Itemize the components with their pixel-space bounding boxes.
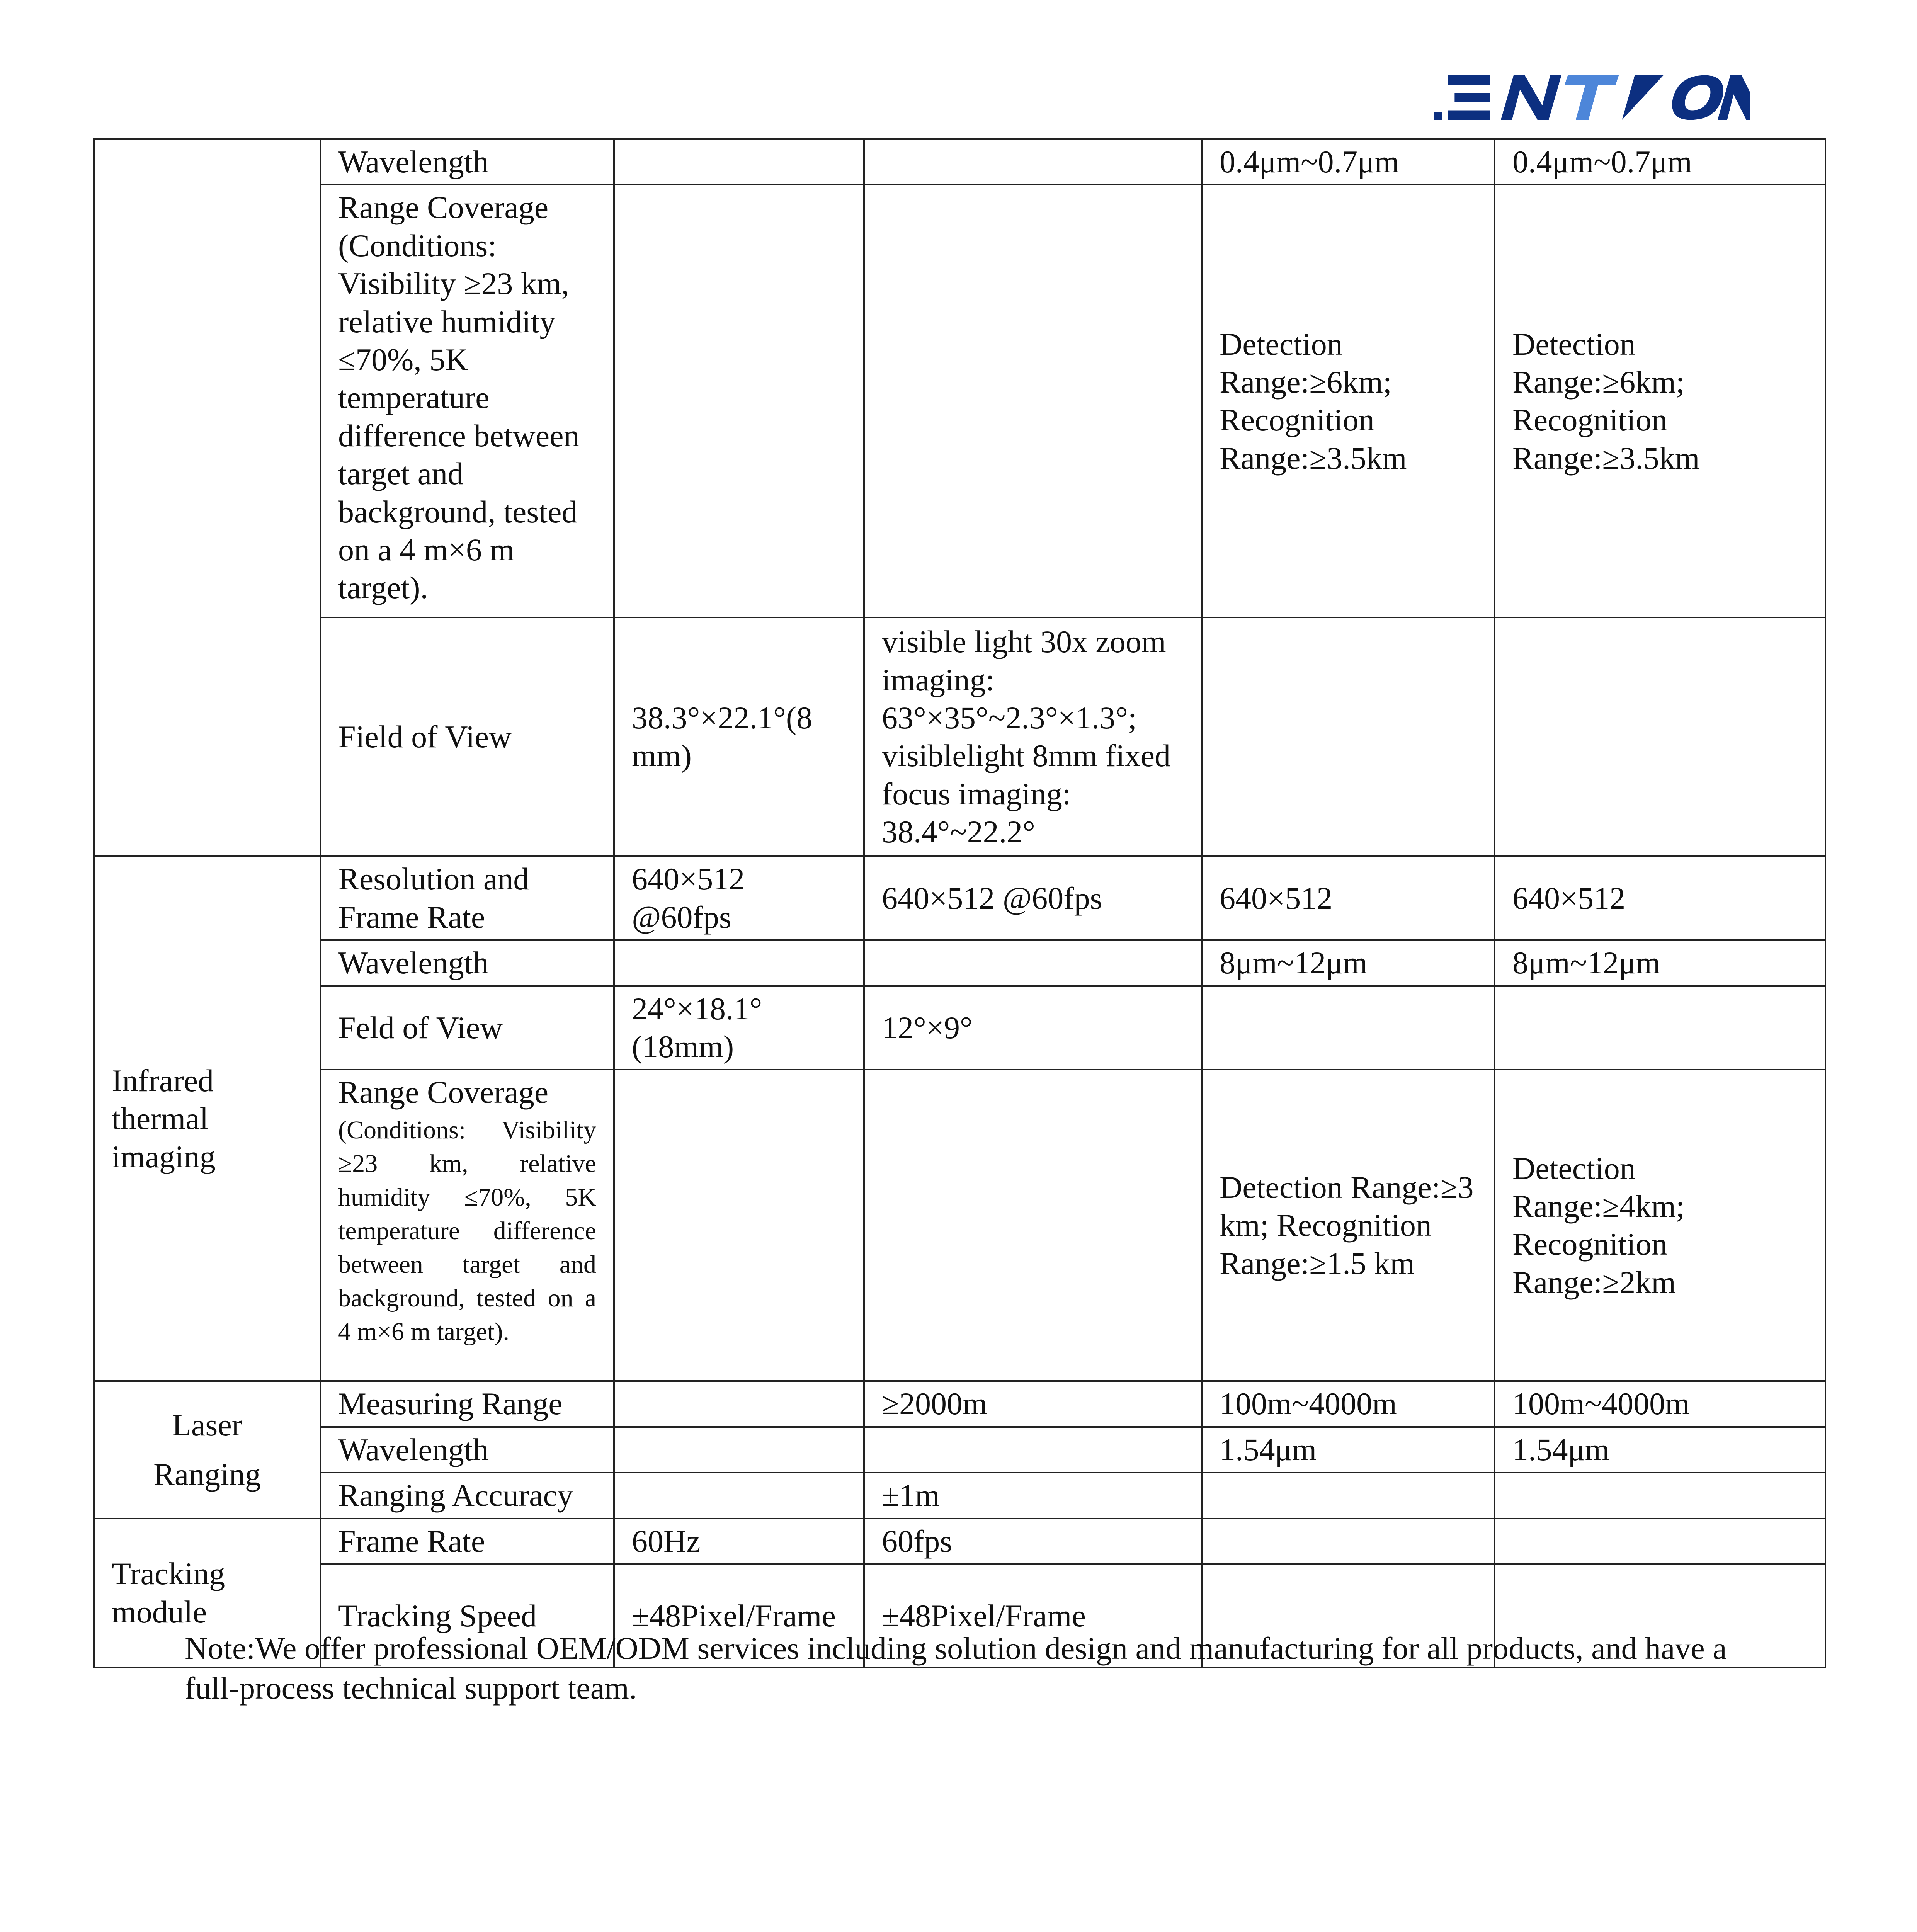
table-cell: 640×512	[1495, 856, 1825, 940]
table-cell: 8μm~12μm	[1202, 940, 1495, 986]
row-label: Wavelength	[320, 139, 614, 185]
table-cell	[864, 139, 1202, 185]
table-cell	[864, 1070, 1202, 1381]
table-row	[94, 940, 1825, 986]
group-cell-visible	[94, 139, 320, 856]
table-cell	[1202, 617, 1495, 856]
table-cell: ±48Pixel/Frame	[864, 1564, 1202, 1668]
table-row	[94, 856, 1825, 940]
group-label-tracking: Tracking module	[94, 1519, 320, 1668]
table-cell: 60Hz	[614, 1519, 864, 1564]
group-label-laser	[94, 1381, 320, 1518]
footnote: Note:We offer professional OEM/ODM services including solution design and manufacturing for all products, and have a full-process technical support team.	[185, 1631, 1727, 1706]
table-cell: ±1m	[864, 1473, 1202, 1518]
table-cell	[864, 1427, 1202, 1473]
row-label: Tracking Speed	[320, 1564, 614, 1668]
row-label: Range Coverage	[338, 1075, 549, 1110]
table-cell	[1495, 617, 1825, 856]
table-cell	[1202, 1473, 1495, 1518]
row-label: Frame Rate	[320, 1519, 614, 1564]
table-row	[94, 1473, 1825, 1518]
table-cell	[614, 1473, 864, 1518]
table-cell	[864, 185, 1202, 617]
group-label-line: Laser	[172, 1407, 243, 1442]
table-cell: Detection Range:≥6km; Recognition Range:≥3.5km	[1202, 185, 1495, 617]
row-label: Field of View	[320, 617, 614, 856]
table-cell: ±48Pixel/Frame	[614, 1564, 864, 1668]
row-label: Feld of View	[320, 986, 614, 1070]
row-label: Ranging Accuracy	[320, 1473, 614, 1518]
table-cell: 24°×18.1°(18mm)	[614, 986, 864, 1070]
table-cell: 8μm~12μm	[1495, 940, 1825, 986]
table-cell: 100m~4000m	[1202, 1381, 1495, 1427]
table-row	[94, 139, 1825, 185]
table-cell: 1.54μm	[1202, 1427, 1495, 1473]
table-cell	[1495, 1519, 1825, 1564]
spec-table	[93, 138, 1826, 1668]
group-label-line: Ranging	[153, 1456, 261, 1492]
table-cell: 12°×9°	[864, 986, 1202, 1070]
table-cell	[864, 940, 1202, 986]
table-cell: 640×512 @60fps	[864, 856, 1202, 940]
row-label: Wavelength	[320, 940, 614, 986]
table-row	[94, 1427, 1825, 1473]
row-label-range	[320, 1070, 614, 1381]
table-cell	[1202, 1519, 1495, 1564]
table-cell	[614, 1427, 864, 1473]
table-cell: 38.3°×22.1°(8 mm)	[614, 617, 864, 856]
table-cell	[614, 139, 864, 185]
table-cell	[1495, 986, 1825, 1070]
table-row	[94, 986, 1825, 1070]
row-label: Resolution and Frame Rate	[320, 856, 614, 940]
table-row	[94, 185, 1825, 617]
table-cell	[614, 185, 864, 617]
row-label: Wavelength	[320, 1427, 614, 1473]
group-label-infrared: Infrared thermal imaging	[94, 856, 320, 1381]
table-cell: visible light 30x zoom imaging: 63°×35°~2.3°×1.3°; visiblelight 8mm fixed focus imaging: 38.4°~22.2°	[864, 617, 1202, 856]
table-cell	[614, 1381, 864, 1427]
table-cell	[614, 1070, 864, 1381]
entron-logo	[1430, 66, 1750, 129]
table-cell: Detection Range:≥3 km; Recognition Range:≥1.5 km	[1202, 1070, 1495, 1381]
table-row	[94, 1519, 1825, 1564]
table-cell: 0.4μm~0.7μm	[1202, 139, 1495, 185]
table-cell	[614, 940, 864, 986]
table-cell: 0.4μm~0.7μm	[1495, 139, 1825, 185]
table-row	[94, 1070, 1825, 1381]
table-cell: 1.54μm	[1495, 1427, 1825, 1473]
table-row	[94, 1381, 1825, 1427]
table-cell: Detection Range:≥6km; Recognition Range:≥3.5km	[1495, 185, 1825, 617]
table-cell	[1495, 1473, 1825, 1518]
table-cell: Detection Range:≥4km; Recognition Range:≥2km	[1495, 1070, 1825, 1381]
table-cell	[1202, 986, 1495, 1070]
table-cell: 640×512	[1202, 856, 1495, 940]
table-cell: 640×512 @60fps	[614, 856, 864, 940]
table-cell: 60fps	[864, 1519, 1202, 1564]
row-label-conditions: (Conditions: Visibility ≥23 km, relative humidity ≤70%, 5K temperature difference between target and background, tested on a 4 m×6 m target).	[338, 1116, 596, 1346]
table-cell: 100m~4000m	[1495, 1381, 1825, 1427]
table-row	[94, 617, 1825, 856]
row-label: Range Coverage (Conditions: Visibility ≥23 km, relative humidity ≤70%, 5K temperature difference between target and background, tested on a 4 m×6 m target).	[320, 185, 614, 617]
table-cell: ≥2000m	[864, 1381, 1202, 1427]
row-label: Measuring Range	[320, 1381, 614, 1427]
